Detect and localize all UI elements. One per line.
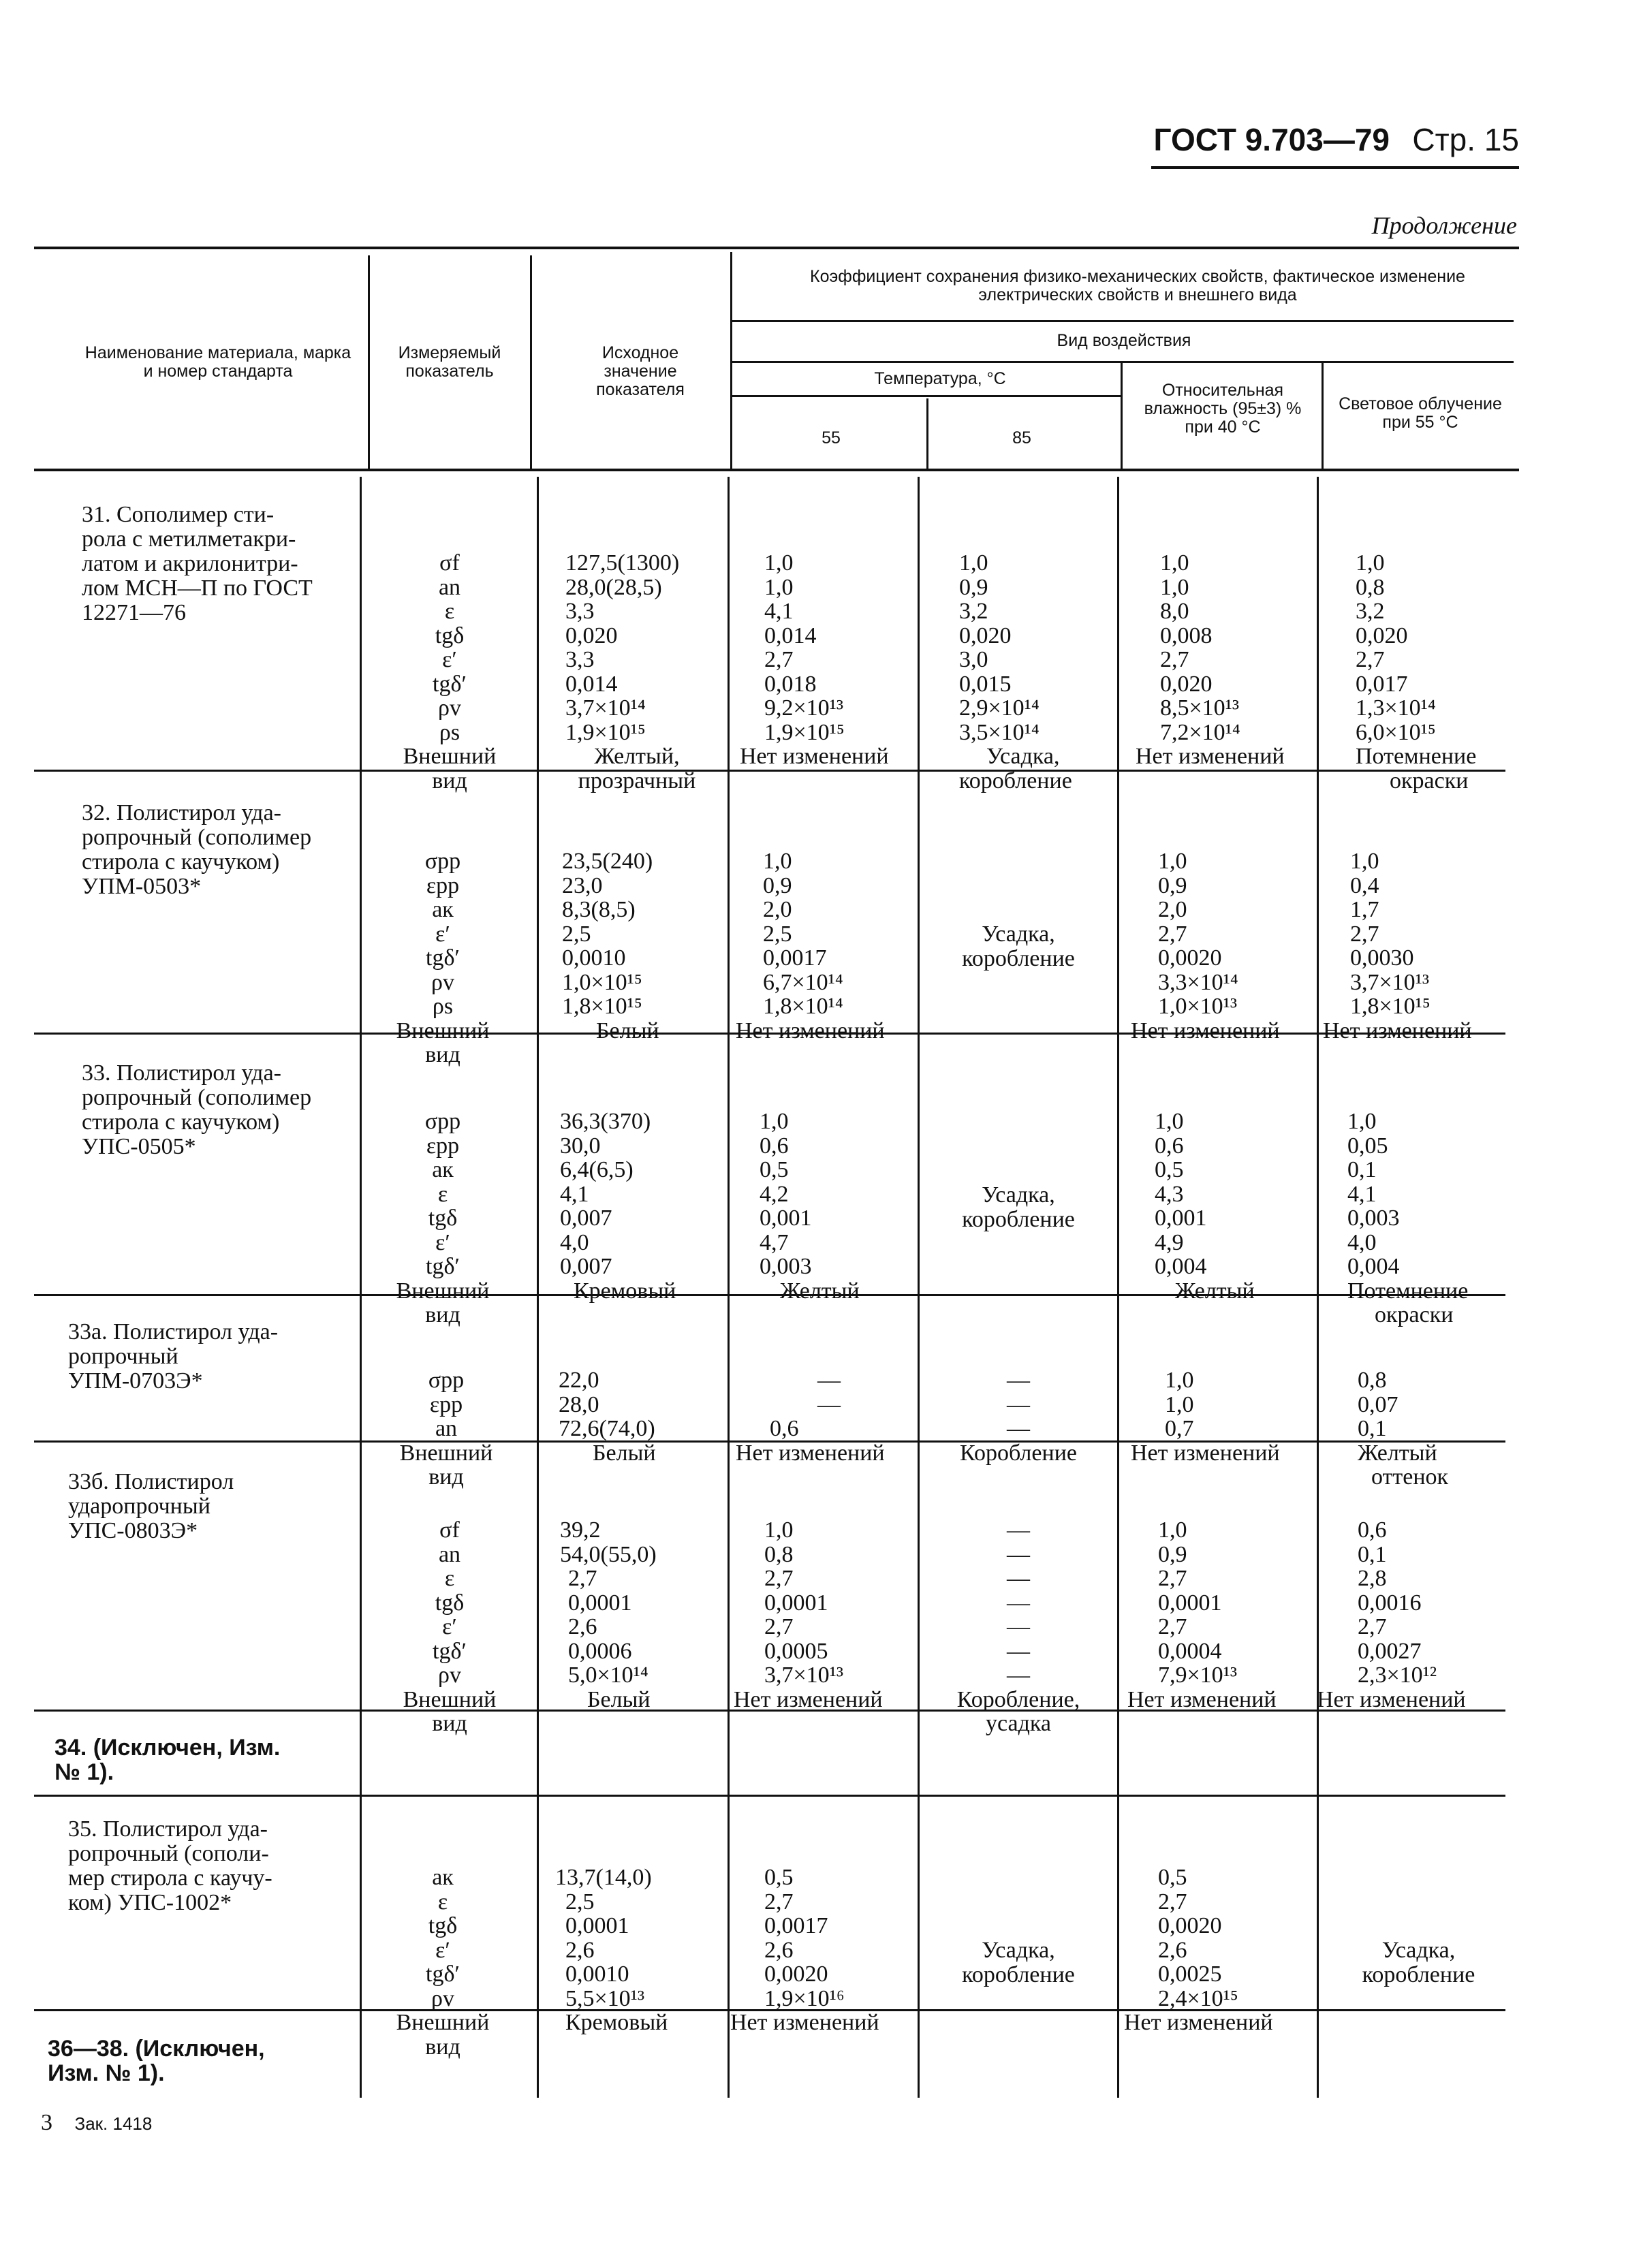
initial-column: 36,3(370) 30,0 6,4(6,5) 4,1 0,007 4,0 0,007 Кремовый [560,1109,676,1304]
humidity-column: 1,0 1,0 8,0 0,008 2,7 0,020 8,5×10¹³ 7,2×10¹⁴ Нет изменений [1136,550,1285,769]
head-divider [730,252,732,469]
t85-column: Усадка, коробление [962,922,1075,971]
t85-column: — — — — — — — Коробление, усадка [956,1517,1080,1736]
light-column: 0,8 0,07 0,1 Желтый оттенок [1358,1368,1449,1490]
t85-column: Усадка, коробление [962,1938,1075,1987]
row-name: 35. Полистирол уда- ропрочный (сополи- мер стирола с каучу- ком) УПС-1002* [68,1816,272,1915]
row-name: 33. Полистирол уда- ропрочный (сополимер стирола с каучуком) УПС-0505* [82,1060,312,1159]
body-divider [918,477,920,2098]
light-column: Усадка, коробление [1362,1938,1475,1987]
t85-column: 1,0 0,9 3,2 0,020 3,0 0,015 2,9×10¹⁴ 3,5×10¹⁴ Усадка, коробление [959,550,1072,793]
head-temperature: Температура, °С [874,369,1006,388]
indicator-column: σf an ε tgδ ε′ tgδ′ ρv ρs Внешний вид [403,550,497,793]
body-divider [1117,477,1119,2098]
indicator-column: σрр εрр aк ε tgδ ε′ tgδ′ Внешний вид [396,1109,490,1327]
indicator-column: σрр εрр an Внешний вид [399,1368,493,1490]
standard-code: ГОСТ 9.703—79 [1153,122,1390,157]
head-divider [1322,362,1324,469]
head-divider [1121,362,1123,469]
head-rule [730,361,1514,363]
row-name: 34. (Исключен, Изм. № 1). [54,1735,281,1785]
row-rule [34,1795,1505,1797]
head-coefficient: Коэффициент сохранения физико-механических свойств, фактическое изменение электрических свойств и внешнего вида [810,267,1465,304]
initial-column: 39,2 54,0(55,0) 2,7 0,0001 2,6 0,0006 5,0×10¹⁴ Белый [560,1517,657,1712]
initial-column: 13,7(14,0) 2,5 0,0001 2,6 0,0010 5,5×10¹³ Кремовый [555,1865,668,2035]
t55-column: 1,0 0,8 2,7 0,0001 2,7 0,0005 3,7×10¹³ Нет изменений [734,1517,883,1712]
t85-column: — — — Коробление [960,1368,1077,1466]
head-rule [730,395,1121,397]
head-rule [730,320,1514,322]
head-kind: Вид воздействия [1057,331,1191,350]
body-divider [1317,477,1319,2098]
head-measured: Измеряемый показатель [398,343,501,381]
t55-column: 1,0 0,9 2,0 2,5 0,0017 6,7×10¹⁴ 1,8×10¹⁴ Нет изменений [736,849,885,1043]
humidity-column: 1,0 0,9 2,7 0,0001 2,7 0,0004 7,9×10¹³ Нет изменений [1127,1517,1277,1712]
page-number: Стр. 15 [1412,122,1519,157]
t55-column: 1,0 0,6 0,5 4,2 0,001 4,7 0,003 Желтый [760,1109,860,1304]
head-t55: 55 [822,428,841,447]
indicator-column: σрр εрр aк ε′ tgδ′ ρv ρs Внешний вид [396,849,490,1067]
head-initial: Исходное значение показателя [596,343,685,399]
light-column: 1,0 0,05 0,1 4,1 0,003 4,0 0,004 Потемнение окраски [1347,1109,1469,1327]
indicator-column: aк ε tgδ ε′ tgδ′ ρv Внешний вид [396,1865,490,2060]
t55-column: 0,5 2,7 0,0017 2,6 0,0020 1,9×10¹⁶ Нет изменений [730,1865,879,2035]
head-light: Световое облучение при 55 °С [1339,394,1502,432]
row-name: 33б. Полистирол ударопрочный УПС-0803Э* [68,1469,234,1543]
humidity-column: 1,0 0,9 2,0 2,7 0,0020 3,3×10¹⁴ 1,0×10¹³ Нет изменений [1131,849,1280,1043]
page-footer [41,2110,152,2136]
head-t85: 85 [1012,428,1031,447]
humidity-column: 1,0 1,0 0,7 Нет изменений [1131,1368,1280,1466]
head-divider [530,255,532,469]
light-column: 1,0 0,4 1,7 2,7 0,0030 3,7×10¹³ 1,8×10¹⁵ Нет изменений [1323,849,1472,1043]
t85-column: Усадка, коробление [962,1182,1075,1232]
head-humidity: Относительная влажность (95±3) % при 40 °С [1144,381,1302,437]
t55-column: 1,0 1,0 4,1 0,014 2,7 0,018 9,2×10¹³ 1,9×10¹⁵ Нет изменений [740,550,889,769]
initial-column: 23,5(240) 23,0 8,3(8,5) 2,5 0,0010 1,0×10¹⁵ 1,8×10¹⁵ Белый [562,849,659,1043]
row-name: 36—38. (Исключен, Изм. № 1). [48,2036,265,2086]
continuation-label: Продолжение [1371,212,1517,239]
initial-column: 127,5(1300) 28,0(28,5) 3,3 0,020 3,3 0,014 3,7×10¹⁴ 1,9×10¹⁵ Желтый, прозрачный [565,550,696,793]
humidity-column: 0,5 2,7 0,0020 2,6 0,0025 2,4×10¹⁵ Нет изменений [1124,1865,1273,2035]
row-name: 33а. Полистирол уда- ропрочный УПМ-0703Э* [68,1319,279,1393]
t55-column: — — 0,6 Нет изменений [736,1368,885,1466]
head-divider [926,398,928,469]
indicator-column: σf an ε tgδ ε′ tgδ′ ρv Внешний вид [403,1517,497,1736]
sheet-number: 3 [41,2110,52,2135]
body-divider [537,477,539,2098]
humidity-column: 1,0 0,6 0,5 4,3 0,001 4,9 0,004 Желтый [1155,1109,1255,1304]
head-material: Наименование материала, марка и номер стандарта [84,343,351,381]
row-name: 32. Полистирол уда- ропрочный (сополимер стирола с каучуком) УПМ-0503* [82,800,312,899]
initial-column: 22,0 28,0 72,6(74,0) Белый [559,1368,656,1466]
table-top-rule [34,247,1519,249]
head-divider [368,255,370,469]
body-divider [728,477,730,2098]
page-header [1151,121,1519,169]
row-name: 31. Сополимер сти- рола с метилметакри- латом и акрилонитри- лом МСН—П по ГОСТ 12271—76 [82,502,313,625]
order-number: Зак. 1418 [74,2113,153,2134]
light-column: 0,6 0,1 2,8 0,0016 2,7 0,0027 2,3×10¹² Нет изменений [1317,1517,1466,1712]
table-head-bottom-rule [34,469,1519,471]
light-column: 1,0 0,8 3,2 0,020 2,7 0,017 1,3×10¹⁴ 6,0×10¹⁵ Потемнение окраски [1356,550,1477,793]
